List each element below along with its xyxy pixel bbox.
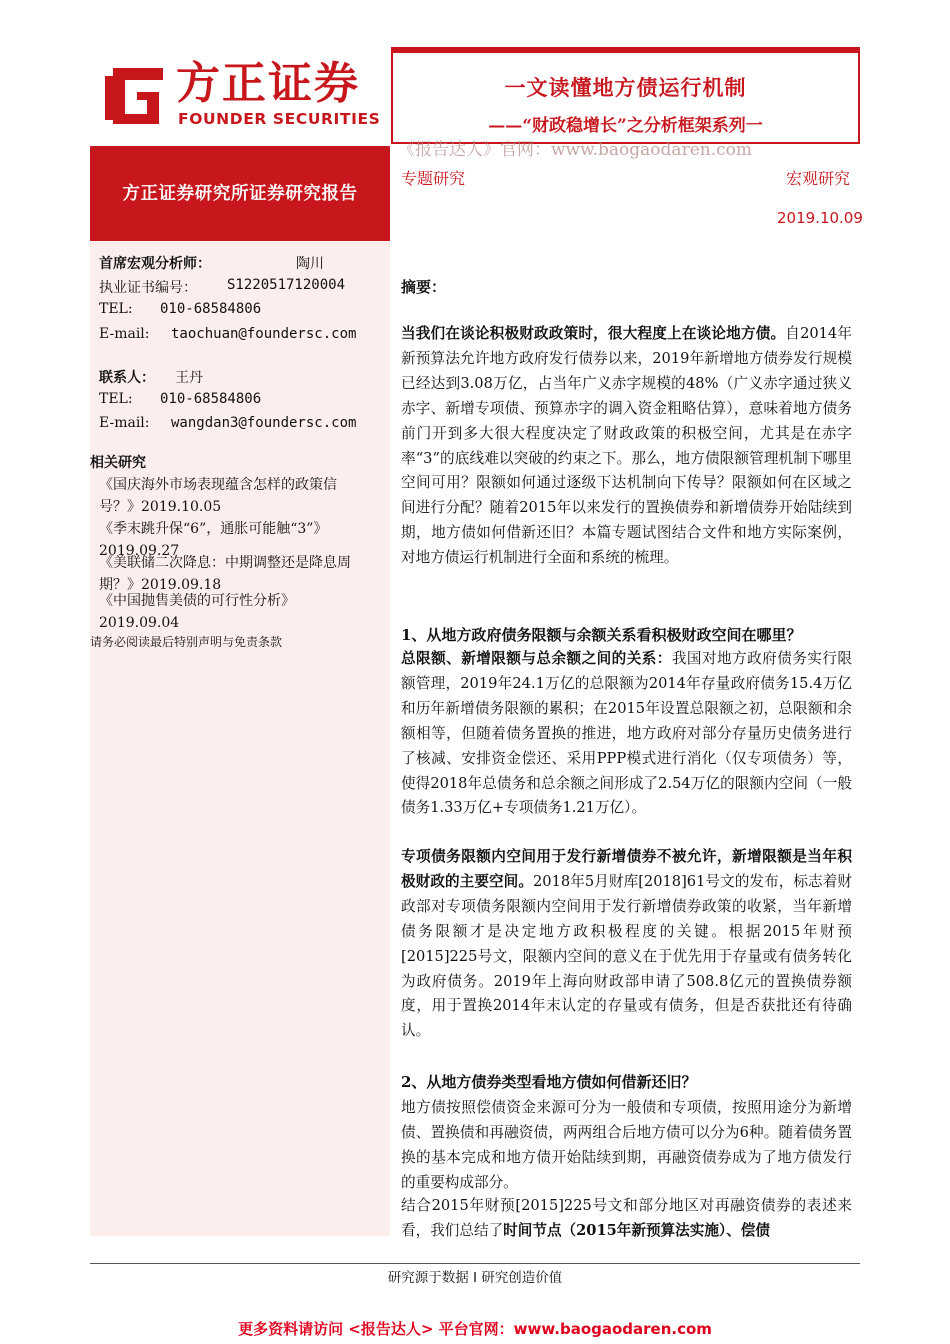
section-1-lead-2: 专项债务限额内空间用于发行新增债券不被允许，新增限额是当年积极财政的主要空间。: [401, 848, 852, 890]
analyst-email-link[interactable]: taochuan@foundersc.com: [171, 326, 357, 342]
section-1-text-2: 2018年5月财库[2018]61号文的发布，标志着财政部对专项债务限额内空间用于发行新增债券政策的收紧，当年新增债务限额才是决定地方政积极程度的关键。根据2015年财预[2015]225号文，限额内空间的意义在于优先用于存量或有债务转化为政府债务。2019年上海向财政部申请了508.8亿元的置换债券额度，用于置换2014年末认定的存量或有债务，但是否获批还有待确认。: [401, 872, 852, 1040]
related-item[interactable]: 《中国抛售美债的可行性分析》2019.09.04: [99, 593, 295, 631]
disclaimer-note: 请务必阅读最后特别声明与免责条款: [90, 635, 283, 649]
related-research-heading: 相关研究: [90, 455, 146, 471]
cert-label: 执业证书编号：: [99, 280, 197, 296]
section-2-paragraph-1: [401, 1096, 852, 1196]
section-1-lead-1: 总限额、新增限额与总余额之间的关系：: [401, 650, 672, 667]
abstract-paragraph: [401, 322, 852, 571]
report-date: 2019.10.09: [777, 209, 863, 227]
logo-chinese-name: 方正证券: [176, 58, 360, 109]
banner-text: 方正证券研究所证券研究报告: [122, 184, 358, 204]
abstract-heading: 摘要：: [401, 278, 447, 296]
section-2-text-1: 地方债按照偿债资金来源可分为一般债和专项债，按照用途分为新增债、置换债和再融资债，两两组合后地方债可以分为6种。随着债务置换的基本完成和地方债开始陆续到期，再融资债券成为了地方债发行的重要构成部分。: [401, 1099, 852, 1191]
section-2-heading: 2、从地方债券类型看地方债如何借新还旧？: [401, 1073, 697, 1091]
analyst-title-label: 首席宏观分析师：: [99, 256, 211, 272]
contact-label: 联系人：: [99, 370, 155, 386]
cert-number: S1220517120004: [227, 277, 346, 293]
section-2-lead-2: 时间节点（2015年新预算法实施）、偿债: [503, 1221, 770, 1239]
section-2-text-2: 结合2015年财预[2015]225号文和部分地区对再融资债券的表述来看，我们总结了: [401, 1197, 852, 1239]
footer-divider: [90, 1263, 860, 1264]
analyst-email-label: E-mail:: [99, 326, 150, 342]
analyst-tel-label: TEL:: [99, 301, 133, 317]
watermark-link[interactable]: 《报告达人》官网：www.baogaodaren.com: [398, 140, 752, 160]
contact-email-label: E-mail:: [99, 415, 150, 431]
related-item[interactable]: 《美联储二次降息：中期调整还是降息周期？》2019.09.18: [99, 555, 351, 593]
section-1-paragraph-1: [401, 647, 852, 821]
contact-tel: 010-68584806: [160, 391, 262, 407]
footer-slogan: 研究源于数据 I 研究创造价值: [387, 1270, 563, 1286]
section-1-paragraph-2: [401, 845, 852, 1044]
abstract-lead: 当我们在谈论积极财政政策时，很大程度上在谈论地方债。: [401, 325, 786, 342]
section-1-heading: 1、从地方政府债务限额与余额关系看积极财政空间在哪里？: [401, 626, 802, 644]
founder-logo-icon: [105, 62, 167, 126]
contact-name: 王丹: [175, 370, 203, 386]
category-label: 宏观研究: [786, 169, 851, 188]
section-1-text-1: 我国对地方政府债务实行限额管理，2019年24.1万亿的总限额为2014年存量政府债务15.4万亿和历年新增债务限额的累积；在2015年设置总限额之初，总限额和余额相等，但随着债务置换的推进，地方政府对部分存量历史债务进行了核减、安排资金偿还、采用PPP模式进行消化（仅专项债务）等，使得2018年总债务和总余额之间形成了2.54万亿的限额内空间（一般债务1.33万亿+专项债务1.21万亿）。: [401, 650, 852, 817]
report-subtitle: ——“财政稳增长”之分析框架系列一: [488, 116, 763, 136]
section-2-paragraph-2: [401, 1194, 852, 1244]
contact-tel-label: TEL:: [99, 391, 133, 407]
footer-promo-link[interactable]: 更多资料请访问 <报告达人> 平台官网：www.baogaodaren.com: [238, 1320, 712, 1338]
topic-label: 专题研究: [401, 169, 466, 188]
related-item[interactable]: 《季末跳升保“6”，通胀可能触“3”》2019.09.27: [99, 521, 328, 559]
related-item[interactable]: 《国庆海外市场表现蕴含怎样的政策信号？》2019.10.05: [99, 477, 337, 515]
analyst-name: 陶川: [296, 256, 324, 272]
report-title: 一文读懂地方债运行机制: [504, 75, 747, 100]
logo-english-name: FOUNDER SECURITIES: [178, 110, 381, 128]
contact-email-link[interactable]: wangdan3@foundersc.com: [171, 415, 357, 431]
analyst-tel: 010-68584806: [160, 301, 262, 317]
abstract-text: 自2014年新预算法允许地方政府发行债券以来，2019年新增地方债券发行规模已经达到3.08万亿，占当年广义赤字规模的48%（广义赤字通过狭义赤字、新增专项债、预算赤字的调入资金粗略估算），意味着地方债务前门开到多大很大程度决定了财政政策的积极空间，尤其是在赤字率“3”的底线难以突破的约束之下。那么，地方债限额管理机制下哪里空间可用？限额如何通过逐级下达机制向下传导？限额如何在区域之间进行分配？随着2015年以来发行的置换债券和新增债券开始陆续到期，地方债如何借新还旧？本篇专题试图结合文件和地方实际案例，对地方债运行机制进行全面和系统的梳理。: [401, 325, 852, 567]
